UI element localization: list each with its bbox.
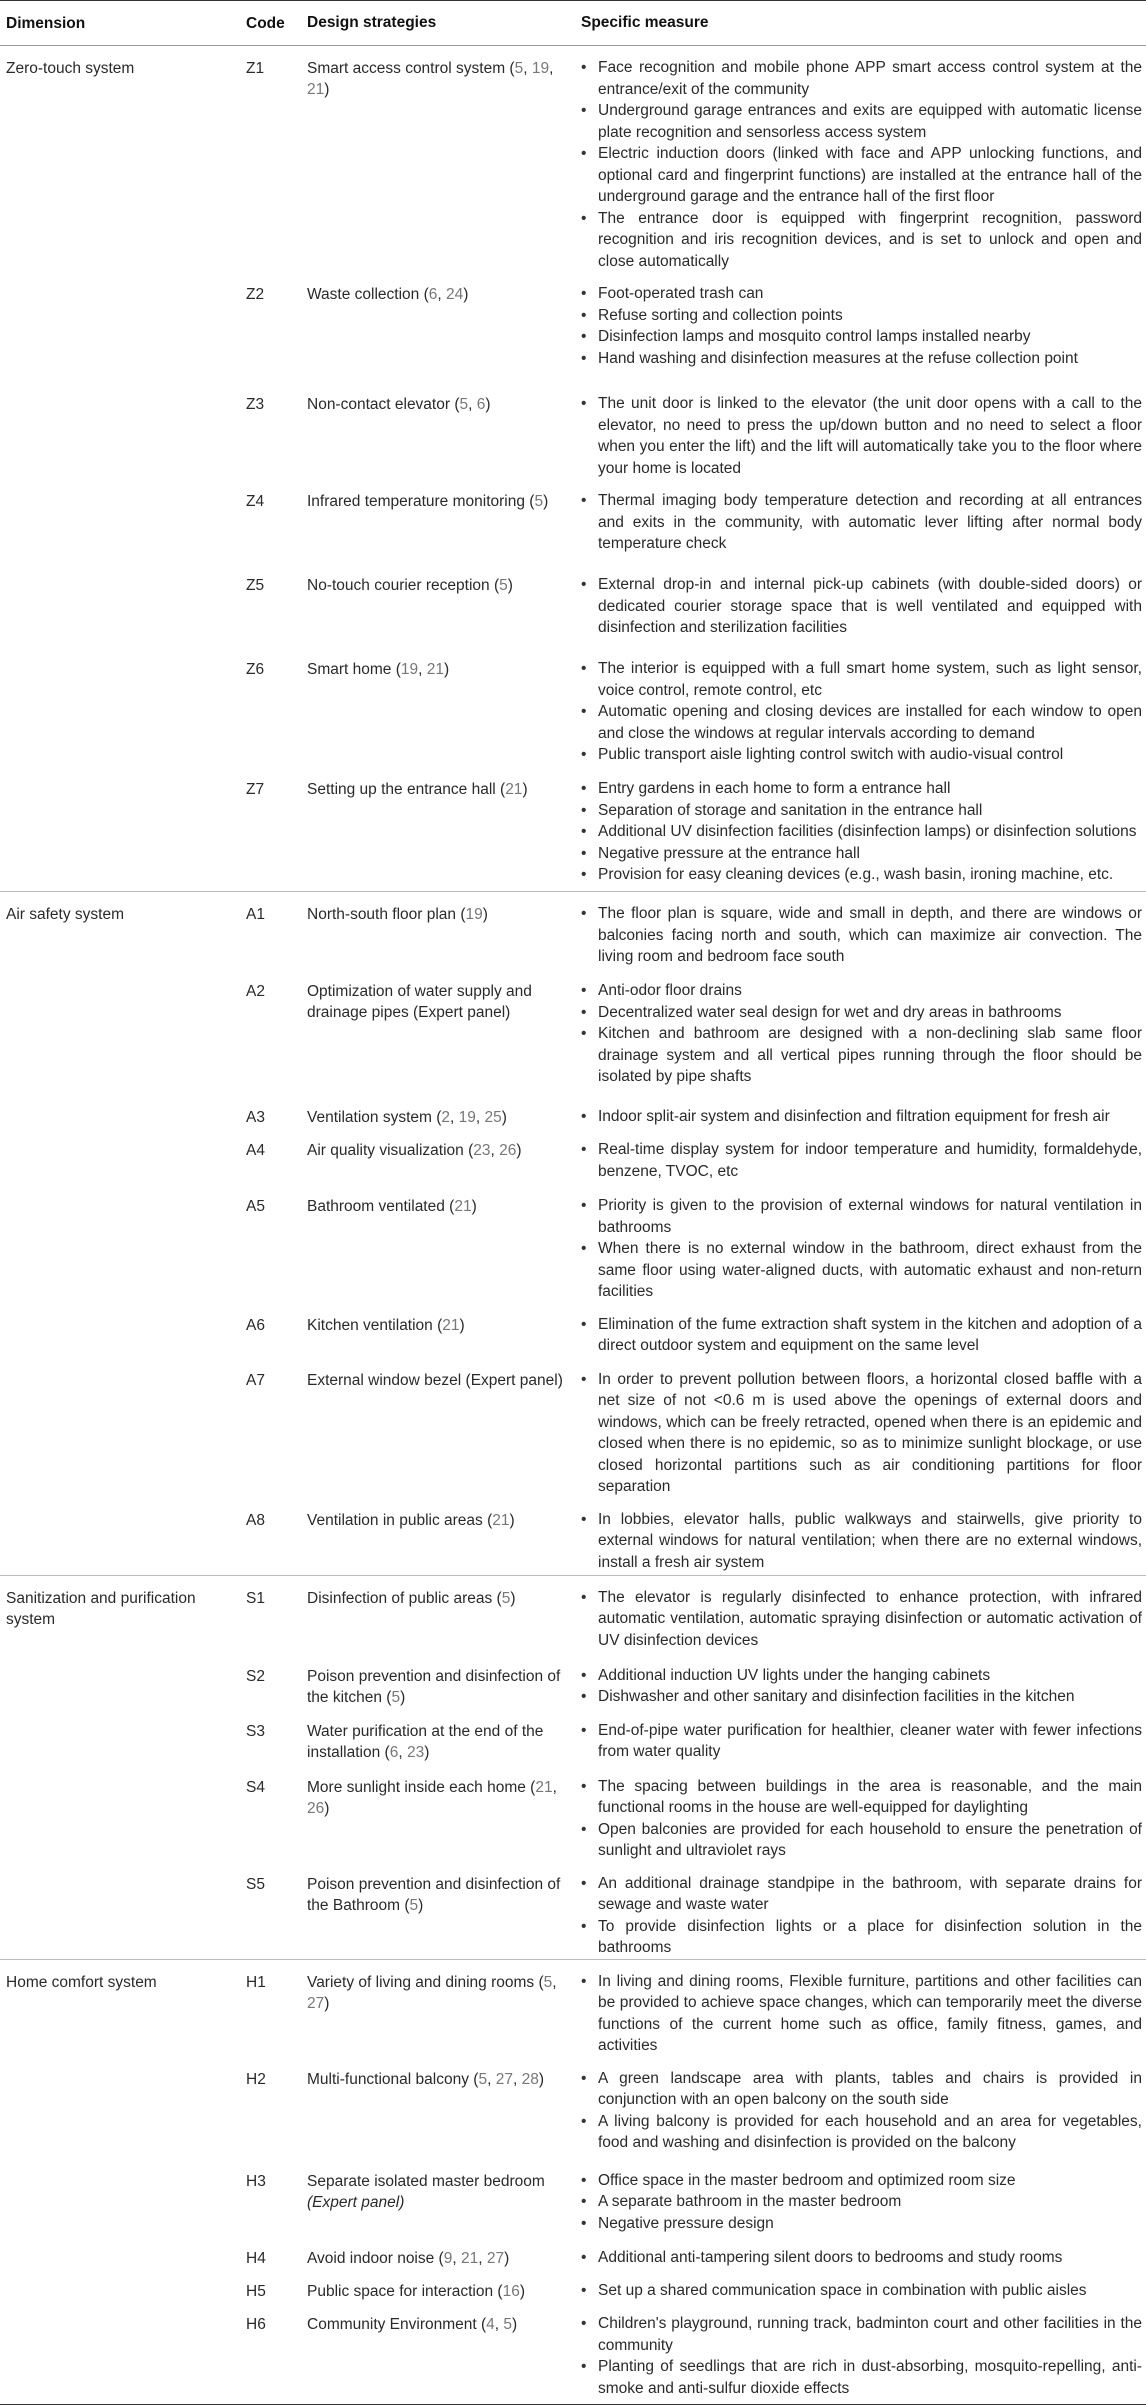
measure-item: • Entry gardens in each home to form a entrance hall <box>581 778 1142 800</box>
measure-item: • Open balconies are provided for each household to ensure the penetration of sunlight and ultraviolet rays <box>581 1819 1142 1862</box>
measure-item: • Children's playground, running track, badminton court and other facilities in the community <box>581 2313 1142 2356</box>
measure-item: • When there is no external window in the bathroom, direct exhaust from the same floor using water-aligned ducts, with automatic exhaust and non-return facilities <box>581 1238 1142 1303</box>
dimension-cell <box>0 382 246 479</box>
dimension-cell: Air safety system <box>0 892 246 970</box>
strategy-cell <box>307 969 581 1095</box>
measure-cell <box>581 767 1146 892</box>
measure-list <box>581 57 1142 272</box>
strategy-cell: Disinfection of public areas (5) <box>307 1575 581 1654</box>
dimension-cell <box>0 563 246 647</box>
strategy-cell: Ventilation system (2, 19, 25) <box>307 1109 507 1126</box>
code-cell: A8 <box>246 1511 265 1529</box>
strategy-text: Air quality visualization <box>307 1142 464 1160</box>
measure-list <box>581 490 1142 555</box>
code-cell: H1 <box>246 1959 307 2057</box>
code-cell: S4 <box>246 1778 265 1796</box>
dimension-cell <box>0 479 246 563</box>
citation-ref: 4 <box>486 2316 495 2334</box>
strategy-cell: Waste collection (6, 24) <box>307 286 469 303</box>
code-cell: H6 <box>246 2302 307 2405</box>
measure-item: • Public transport aisle lighting control switch with audio-visual control <box>581 744 1142 766</box>
strategy-cell <box>307 2159 581 2236</box>
table-row <box>0 1128 1146 1184</box>
citation-ref: 19 <box>465 906 483 923</box>
dimension-cell <box>0 969 246 1095</box>
measure-item: • Disinfection lamps and mosquito control lamps installed nearby <box>581 326 1142 348</box>
measure-item: • Negative pressure design <box>581 2213 1142 2235</box>
table-row <box>0 272 1146 382</box>
citation-ref: 5 <box>499 577 508 594</box>
measure-cell <box>581 1184 1146 1303</box>
measure-list <box>581 1314 1142 1357</box>
table-row <box>0 1959 1146 2057</box>
code-cell: Z6 <box>246 661 265 678</box>
measure-item: • Provision for easy cleaning devices (e.g., wash basin, ironing machine, etc. <box>581 864 1142 886</box>
citation-ref: 25 <box>484 1109 502 1126</box>
dimension-cell <box>0 1765 246 1862</box>
table-row <box>0 2269 1146 2302</box>
citation-ref: 21 <box>426 661 445 678</box>
strategy-cell: Non-contact elevator (5, 6) <box>307 396 491 413</box>
strategy-text: Smart access control system <box>307 60 506 77</box>
measure-item: • Real-time display system for indoor temperature and humidity, formaldehyde, benzene, TVOC, etc <box>581 1139 1142 1182</box>
measure-item: • To provide disinfection lights or a place for disinfection solution in the bathrooms <box>581 1916 1142 1959</box>
measure-cell <box>581 2269 1146 2302</box>
measure-list <box>581 393 1142 479</box>
measure-list <box>581 1195 1142 1303</box>
dimension-cell <box>0 647 246 767</box>
strategy-cell <box>307 1358 581 1498</box>
header-row <box>0 1 1146 46</box>
strategy-cell: Infrared temperature monitoring (5) <box>307 493 549 510</box>
strategy-text: North-south floor plan <box>307 906 457 923</box>
strategy-text: Multi-functional balcony <box>307 2070 469 2088</box>
table-row <box>0 479 1146 563</box>
citation-ref: 6 <box>389 1744 399 1762</box>
measure-item: • Anti-odor floor drains <box>581 980 1142 1002</box>
code-cell: A6 <box>246 1316 265 1334</box>
citation-ref: 27 <box>307 1995 325 2013</box>
measure-item: • Elimination of the fume extraction shaft system in the kitchen and adoption of a direct outdoor system and equipment on the same level <box>581 1314 1142 1357</box>
strategy-text: Setting up the entrance hall <box>307 781 496 798</box>
table-row <box>0 46 1146 273</box>
strategy-text: Disinfection of public areas <box>307 1589 493 1607</box>
measure-item: • Electric induction doors (linked with face and APP unlocking functions, and optional card and fingerprint functions) are installed at the entrance hall of the underground garage and the entrance hall of the first floor <box>581 143 1142 208</box>
measure-item: • In order to prevent pollution between floors, a horizontal closed baffle with a net size of not <0.6 m is used above the openings of external doors and windows, which can be freely retracted, opened when there is an epidemic and closed when there is no epidemic, so as to minimize sunlight blockage, or use closed horizontal partitions such as air conditioning partitions for floor separation <box>581 1369 1142 1498</box>
strategy-text: Ventilation in public areas <box>307 1511 483 1529</box>
dimension-cell <box>0 2057 246 2159</box>
strategy-cell: Poison prevention and disinfection of the kitchen (5) <box>307 1667 561 1707</box>
table-row <box>0 1498 1146 1576</box>
measure-item: • An additional drainage standpipe in the bathroom, with separate drains for sewage and waste water <box>581 1873 1142 1916</box>
dimension-cell <box>0 2269 246 2302</box>
code-cell: H4 <box>246 2249 266 2267</box>
measure-list <box>581 1873 1142 1959</box>
citation-ref: 5 <box>503 2316 513 2334</box>
citation-ref: 21 <box>492 1511 510 1529</box>
measure-cell <box>581 1654 1146 1709</box>
measure-cell <box>581 563 1146 647</box>
dimension-cell <box>0 2302 246 2405</box>
strategy-text: Separate isolated master bedroom <box>307 2172 545 2190</box>
measure-cell <box>581 1358 1146 1498</box>
measure-item: • Additional anti-tampering silent doors to bedrooms and study rooms <box>581 2247 1142 2269</box>
dimension-cell <box>0 1128 246 1184</box>
citation-ref: 5 <box>391 1689 401 1707</box>
code-cell: Z2 <box>246 286 265 303</box>
measure-list <box>581 2068 1142 2154</box>
measure-list <box>581 1509 1142 1574</box>
measure-item: • Negative pressure at the entrance hall <box>581 843 1142 865</box>
code-cell: Z1 <box>246 46 307 273</box>
measure-cell <box>581 382 1146 479</box>
strategy-text: Infrared temperature monitoring <box>307 493 525 510</box>
strategy-cell: Bathroom ventilated (21) <box>307 1198 477 1216</box>
citation-ref: 19 <box>531 60 550 77</box>
measure-item: • Foot-operated trash can <box>581 283 1142 305</box>
measure-cell <box>581 1095 1146 1128</box>
code-cell: Z3 <box>246 396 265 413</box>
strategy-text: Waste collection <box>307 286 420 303</box>
code-cell: H3 <box>246 2172 266 2190</box>
strategy-text: Poison prevention and disinfection of the kitchen <box>307 1667 561 1707</box>
strategy-text: Poison prevention and disinfection of the Bathroom <box>307 1875 561 1915</box>
citation-ref: 28 <box>521 2070 539 2088</box>
citation-ref: 21 <box>505 781 523 798</box>
table-row <box>0 1765 1146 1862</box>
measure-item: • A living balcony is provided for each household and an area for vegetables, food and washing and disinfection is provided on the balcony <box>581 2111 1142 2154</box>
measure-cell <box>581 1128 1146 1184</box>
measure-list <box>581 2247 1142 2269</box>
measure-cell <box>581 2302 1146 2405</box>
measure-list <box>581 1720 1142 1763</box>
citation-ref: 21 <box>535 1778 553 1796</box>
measure-cell <box>581 1959 1146 2057</box>
table-row <box>0 2236 1146 2269</box>
strategy-note: (Expert panel) <box>307 2194 405 2212</box>
strategy-cell: Variety of living and dining rooms (5, 27) <box>307 1959 581 2057</box>
strategy-text: Avoid indoor noise <box>307 2249 435 2267</box>
dimension-cell <box>0 1709 246 1765</box>
citation-ref: 27 <box>486 2249 505 2267</box>
dimension-cell <box>0 1358 246 1498</box>
measure-item: • End-of-pipe water purification for healthier, cleaner water with fewer infections from water quality <box>581 1720 1142 1763</box>
strategy-cell: Public space for interaction (16) <box>307 2283 525 2301</box>
dimension-cell <box>0 2236 246 2269</box>
strategy-cell: Water purification at the end of the installation (6, 23) <box>307 1722 544 1762</box>
measure-list <box>581 1776 1142 1862</box>
citation-ref: 26 <box>307 1800 325 1818</box>
table-row <box>0 1862 1146 1960</box>
measure-cell <box>581 647 1146 767</box>
measure-list <box>581 1587 1142 1652</box>
dimension-cell <box>0 1862 246 1960</box>
strategy-text: Public space for interaction <box>307 2283 494 2301</box>
measure-cell <box>581 1303 1146 1358</box>
measure-cell <box>581 2159 1146 2236</box>
table-row <box>0 969 1146 1095</box>
strategy-text: More sunlight inside each home <box>307 1778 526 1796</box>
table-row <box>0 1575 1146 1654</box>
strategy-cell: Kitchen ventilation (21) <box>307 1316 465 1334</box>
measure-list <box>581 283 1142 369</box>
measure-item: • The unit door is linked to the elevator (the unit door opens with a call to the elevator, no need to press the up/down button and no need to select a floor when you enter the lift) and the lift will automatically take you to the floor where your home is located <box>581 393 1142 479</box>
citation-ref: 19 <box>458 1109 476 1126</box>
measure-list <box>581 980 1142 1088</box>
strategy-cell: North-south floor plan (19) <box>307 892 581 970</box>
code-cell: A7 <box>246 1371 265 1389</box>
code-cell: Z5 <box>246 577 265 594</box>
table-row <box>0 647 1146 767</box>
measure-list <box>581 903 1142 968</box>
measure-list <box>581 778 1142 886</box>
measure-cell <box>581 969 1146 1095</box>
header-code: Code <box>246 1 307 46</box>
measure-list <box>581 1139 1142 1182</box>
measure-list <box>581 1665 1142 1708</box>
strategy-text: Optimization of water supply and drainage pipes (Expert panel) <box>307 983 532 1022</box>
citation-ref: 5 <box>409 1897 419 1915</box>
code-cell: Z4 <box>246 493 265 510</box>
measure-item: • Additional induction UV lights under the hanging cabinets <box>581 1665 1142 1687</box>
citation-ref: 23 <box>406 1744 425 1762</box>
table-row <box>0 2302 1146 2405</box>
measure-item: • Face recognition and mobile phone APP smart access control system at the entrance/exit of the community <box>581 57 1142 100</box>
table-row <box>0 1184 1146 1303</box>
code-cell: S2 <box>246 1667 265 1685</box>
measure-cell <box>581 1709 1146 1765</box>
measure-cell <box>581 1765 1146 1862</box>
citation-ref: 21 <box>460 2249 479 2267</box>
dimension-cell <box>0 1184 246 1303</box>
measure-item: • The spacing between buildings in the area is reasonable, and the main functional rooms in the house are well-equipped for daylighting <box>581 1776 1142 1819</box>
measure-item: • In lobbies, elevator halls, public walkways and stairwells, give priority to external windows for natural ventilation; when there are no external windows, install a fresh air system <box>581 1509 1142 1574</box>
citation-ref: 24 <box>446 286 464 303</box>
measure-cell <box>581 892 1146 970</box>
table-row <box>0 892 1146 970</box>
citation-ref: 27 <box>495 2070 513 2088</box>
measure-list <box>581 2170 1142 2235</box>
measure-item: • The floor plan is square, wide and small in depth, and there are windows or balconies facing north and south, which can maximize air convection. The living room and bedroom face south <box>581 903 1142 968</box>
dimension-cell <box>0 767 246 892</box>
strategy-text: Kitchen ventilation <box>307 1316 433 1334</box>
measure-item: • The interior is equipped with a full smart home system, such as light sensor, voice control, remote control, etc <box>581 658 1142 701</box>
header-dimension: Dimension <box>0 1 246 46</box>
strategy-text: Variety of living and dining rooms <box>307 1973 535 1991</box>
citation-ref: 5 <box>534 493 544 510</box>
measure-item: • In living and dining rooms, Flexible furniture, partitions and other facilities can be provided to achieve space changes, which can temporarily meet the diverse functions of the current home such as office, family fitness, games, and activities <box>581 1971 1142 2057</box>
measure-cell <box>581 1575 1146 1654</box>
measure-item: • The entrance door is equipped with fingerprint recognition, password recognition and iris recognition devices, and is set to unlock and open and close automatically <box>581 208 1142 273</box>
measure-item: • Underground garage entrances and exits are equipped with automatic license plate recognition and sensorless access system <box>581 100 1142 143</box>
measure-list <box>581 2313 1142 2399</box>
measure-list <box>581 2280 1142 2302</box>
citation-ref: 19 <box>400 661 419 678</box>
measure-item: • Additional UV disinfection facilities (disinfection lamps) or disinfection solutions <box>581 821 1142 843</box>
code-cell: S1 <box>246 1575 307 1654</box>
citation-ref: 5 <box>501 1589 511 1607</box>
table-row <box>0 382 1146 479</box>
table-row <box>0 1358 1146 1498</box>
measure-item: • Dishwasher and other sanitary and disinfection facilities in the kitchen <box>581 1686 1142 1708</box>
dimension-cell: Sanitization and purification system <box>0 1575 246 1654</box>
measure-item: • Thermal imaging body temperature detection and recording at all entrances and exits in the community, with automatic lever lifting after normal body temperature check <box>581 490 1142 555</box>
dimension-cell <box>0 1498 246 1576</box>
strategy-cell: Smart home (19, 21) <box>307 661 450 678</box>
citation-ref: 9 <box>443 2249 453 2267</box>
code-cell: H5 <box>246 2283 266 2301</box>
strategy-cell: Multi-functional balcony (5, 27, 28) <box>307 2070 544 2088</box>
code-cell: A2 <box>246 983 265 1000</box>
citation-ref: 5 <box>478 2070 488 2088</box>
measure-item: • Priority is given to the provision of external windows for natural ventilation in bathrooms <box>581 1195 1142 1238</box>
table-row <box>0 2159 1146 2236</box>
measure-item: • A separate bathroom in the master bedroom <box>581 2191 1142 2213</box>
citation-ref: 5 <box>514 60 524 77</box>
citation-ref: 26 <box>499 1142 517 1160</box>
measure-item: • Refuse sorting and collection points <box>581 305 1142 327</box>
measure-cell <box>581 272 1146 382</box>
measure-item: • Separation of storage and sanitation in the entrance hall <box>581 800 1142 822</box>
measure-list <box>581 658 1142 766</box>
measure-item: • The elevator is regularly disinfected to enhance protection, with infrared automatic ventilation, automatic spraying disinfection or automatic activation of UV disinfection devices <box>581 1587 1142 1652</box>
strategy-cell: Ventilation in public areas (21) <box>307 1511 515 1529</box>
measure-cell <box>581 1498 1146 1576</box>
citation-ref: 23 <box>473 1142 491 1160</box>
code-cell: H2 <box>246 2070 266 2088</box>
citation-ref: 2 <box>441 1109 451 1126</box>
dimension-cell: Home comfort system <box>0 1959 246 2057</box>
measure-item: • Decentralized water seal design for wet and dry areas in bathrooms <box>581 1002 1142 1024</box>
measure-cell <box>581 479 1146 563</box>
code-cell: S3 <box>246 1722 265 1740</box>
measure-item: • Office space in the master bedroom and optimized room size <box>581 2170 1142 2192</box>
measure-item: • External drop-in and internal pick-up cabinets (with double-sided doors) or dedicated courier storage space that is well ventilated and equipped with disinfection and sterilization facilities <box>581 574 1142 639</box>
dimension-cell <box>0 2159 246 2236</box>
strategy-text: External window bezel (Expert panel) <box>307 1371 563 1389</box>
strategy-cell: Poison prevention and disinfection of the Bathroom (5) <box>307 1875 561 1915</box>
strategy-text: No-touch courier reception <box>307 577 490 594</box>
measure-list <box>581 1971 1142 2057</box>
measure-item: • Hand washing and disinfection measures at the refuse collection point <box>581 348 1142 370</box>
citation-ref: 6 <box>428 286 438 303</box>
code-cell: A1 <box>246 892 307 970</box>
code-cell: A4 <box>246 1142 265 1160</box>
strategy-text: Community Environment <box>307 2316 477 2334</box>
table-row <box>0 1709 1146 1765</box>
code-cell: Z7 <box>246 781 265 798</box>
table-row <box>0 1654 1146 1709</box>
measure-item: • Automatic opening and closing devices are installed for each window to open and close the windows at regular intervals according to demand <box>581 701 1142 744</box>
measure-cell <box>581 46 1146 273</box>
strategy-text: Bathroom ventilated <box>307 1198 445 1216</box>
measure-list <box>581 1369 1142 1498</box>
measure-cell <box>581 2057 1146 2159</box>
header-strategy: Design strategies <box>307 1 581 46</box>
header-measure: Specific measure <box>581 1 1146 46</box>
strategy-cell: Setting up the entrance hall (21) <box>307 781 528 798</box>
citation-ref: 6 <box>476 396 486 413</box>
measure-cell <box>581 2236 1146 2269</box>
citation-ref: 16 <box>502 2283 520 2301</box>
citation-ref: 5 <box>459 396 469 413</box>
dimension-cell <box>0 1303 246 1358</box>
citation-ref: 21 <box>442 1316 460 1334</box>
table-row <box>0 2057 1146 2159</box>
table-row <box>0 1095 1146 1128</box>
measure-item: • A green landscape area with plants, tables and chairs is provided in conjunction with an open balcony on the south side <box>581 2068 1142 2111</box>
measure-item: • Set up a shared communication space in combination with public aisles <box>581 2280 1142 2302</box>
measure-list <box>581 574 1142 639</box>
measure-item: • Planting of seedlings that are rich in dust-absorbing, mosquito-repelling, anti-smoke and anti-sulfur dioxide effects <box>581 2356 1142 2399</box>
measure-item: • Kitchen and bathroom are designed with a non-declining slab same floor drainage system and all vertical pipes running through the floor should be isolated by pipe shafts <box>581 1023 1142 1088</box>
measure-item: • Indoor split-air system and disinfection and filtration equipment for fresh air <box>581 1106 1142 1128</box>
strategy-text: Ventilation system <box>307 1109 432 1126</box>
table-body <box>0 46 1146 2405</box>
code-cell: A5 <box>246 1198 265 1216</box>
strategy-cell: Avoid indoor noise (9, 21, 27) <box>307 2249 510 2267</box>
table-row <box>0 1303 1146 1358</box>
measure-cell <box>581 1862 1146 1960</box>
citation-ref: 5 <box>543 1973 553 1991</box>
strategy-text: Water purification at the end of the installation <box>307 1722 544 1762</box>
table-row <box>0 563 1146 647</box>
code-cell: A3 <box>246 1109 265 1126</box>
strategy-cell: Community Environment (4, 5) <box>307 2302 581 2405</box>
strategy-cell: More sunlight inside each home (21, 26) <box>307 1778 557 1818</box>
dimension-cell <box>0 272 246 382</box>
strategy-text: Smart home <box>307 661 392 678</box>
strategy-cell: Air quality visualization (23, 26) <box>307 1142 522 1160</box>
strategy-cell: Smart access control system (5, 19, 21) <box>307 46 581 273</box>
citation-ref: 21 <box>307 81 325 99</box>
citation-ref: 21 <box>454 1198 472 1216</box>
dimension-cell <box>0 1095 246 1128</box>
measure-list <box>581 1106 1142 1128</box>
dimension-cell <box>0 1654 246 1709</box>
dimension-cell: Zero-touch system <box>0 46 246 273</box>
table-row <box>0 767 1146 892</box>
strategy-cell: No-touch courier reception (5) <box>307 577 513 594</box>
code-cell: S5 <box>246 1875 265 1893</box>
strategy-text: Non-contact elevator <box>307 396 451 413</box>
